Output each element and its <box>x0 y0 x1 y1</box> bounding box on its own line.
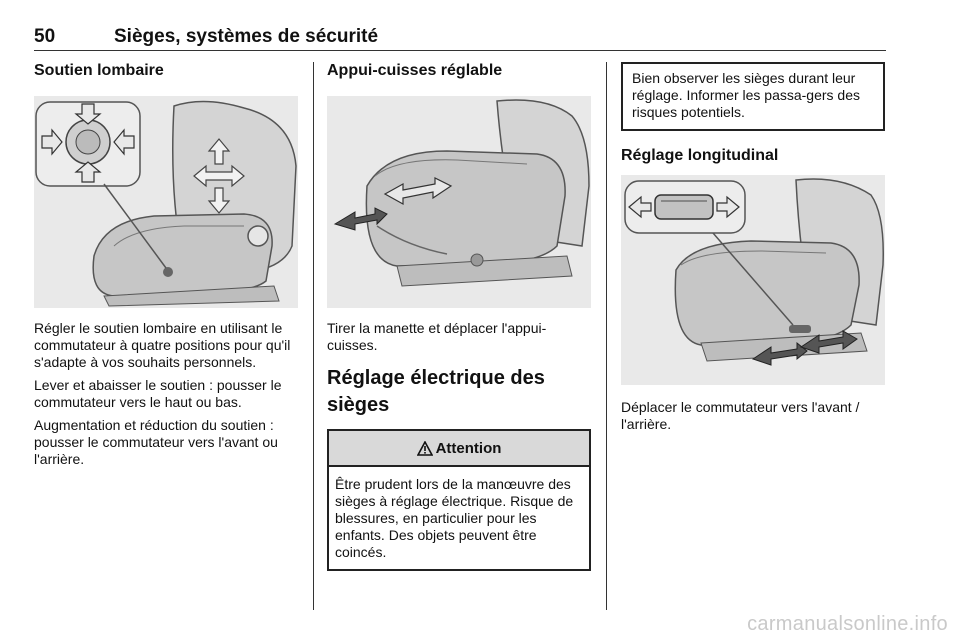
longitudinal-adjustment-illustration <box>621 175 885 385</box>
thigh-support-illustration <box>327 96 591 308</box>
lumbar-paragraph-2: Lever et abaisser le soutien : pousser le commutateur vers le haut ou bas. <box>34 377 282 410</box>
section-heading-electric-adjustment: Réglage électrique des sièges <box>327 367 545 416</box>
warning-text: Être prudent lors de la manœuvre des sièges à réglage électrique. Risque de blessures, en particulier pour les enfants. Des objets peuvent être coincés. <box>335 476 574 560</box>
page-header <box>34 26 886 51</box>
thigh-support-paragraph: Tirer la manette et déplacer l'appui-cuisses. <box>327 320 547 353</box>
column-thigh-support <box>327 62 591 571</box>
lumbar-support-illustration <box>34 96 298 308</box>
chapter-title: Sièges, systèmes de sécurité <box>114 26 379 47</box>
warning-header <box>329 431 589 467</box>
watermark: carmanualsonline.info <box>747 613 948 635</box>
column-divider <box>313 62 314 610</box>
section-heading-longitudinal: Réglage longitudinal <box>621 147 779 164</box>
section-heading-thigh-support: Appui-cuisses réglable <box>327 62 503 79</box>
column-divider <box>606 62 607 610</box>
lumbar-paragraph-3: Augmentation et réduction du soutien : pousser le commutateur vers l'avant ou l'arrière. <box>34 417 278 467</box>
warning-box <box>327 429 591 571</box>
lumbar-paragraph-1: Régler le soutien lombaire en utilisant le commutateur à quatre positions pour qu'il s'adapte à vos souhaits personnels. <box>34 320 291 370</box>
column-lumbar-support <box>34 62 298 468</box>
column-longitudinal <box>621 62 885 433</box>
warning-triangle-icon <box>417 441 433 456</box>
warning-title: Attention <box>435 439 502 457</box>
note-box: Bien observer les sièges durant leur réglage. Informer les passa-gers des risques potentiels. <box>621 62 885 131</box>
page-number: 50 <box>34 26 56 47</box>
longitudinal-paragraph: Déplacer le commutateur vers l'avant / l'arrière. <box>621 399 860 432</box>
section-heading-lumbar: Soutien lombaire <box>34 62 164 79</box>
